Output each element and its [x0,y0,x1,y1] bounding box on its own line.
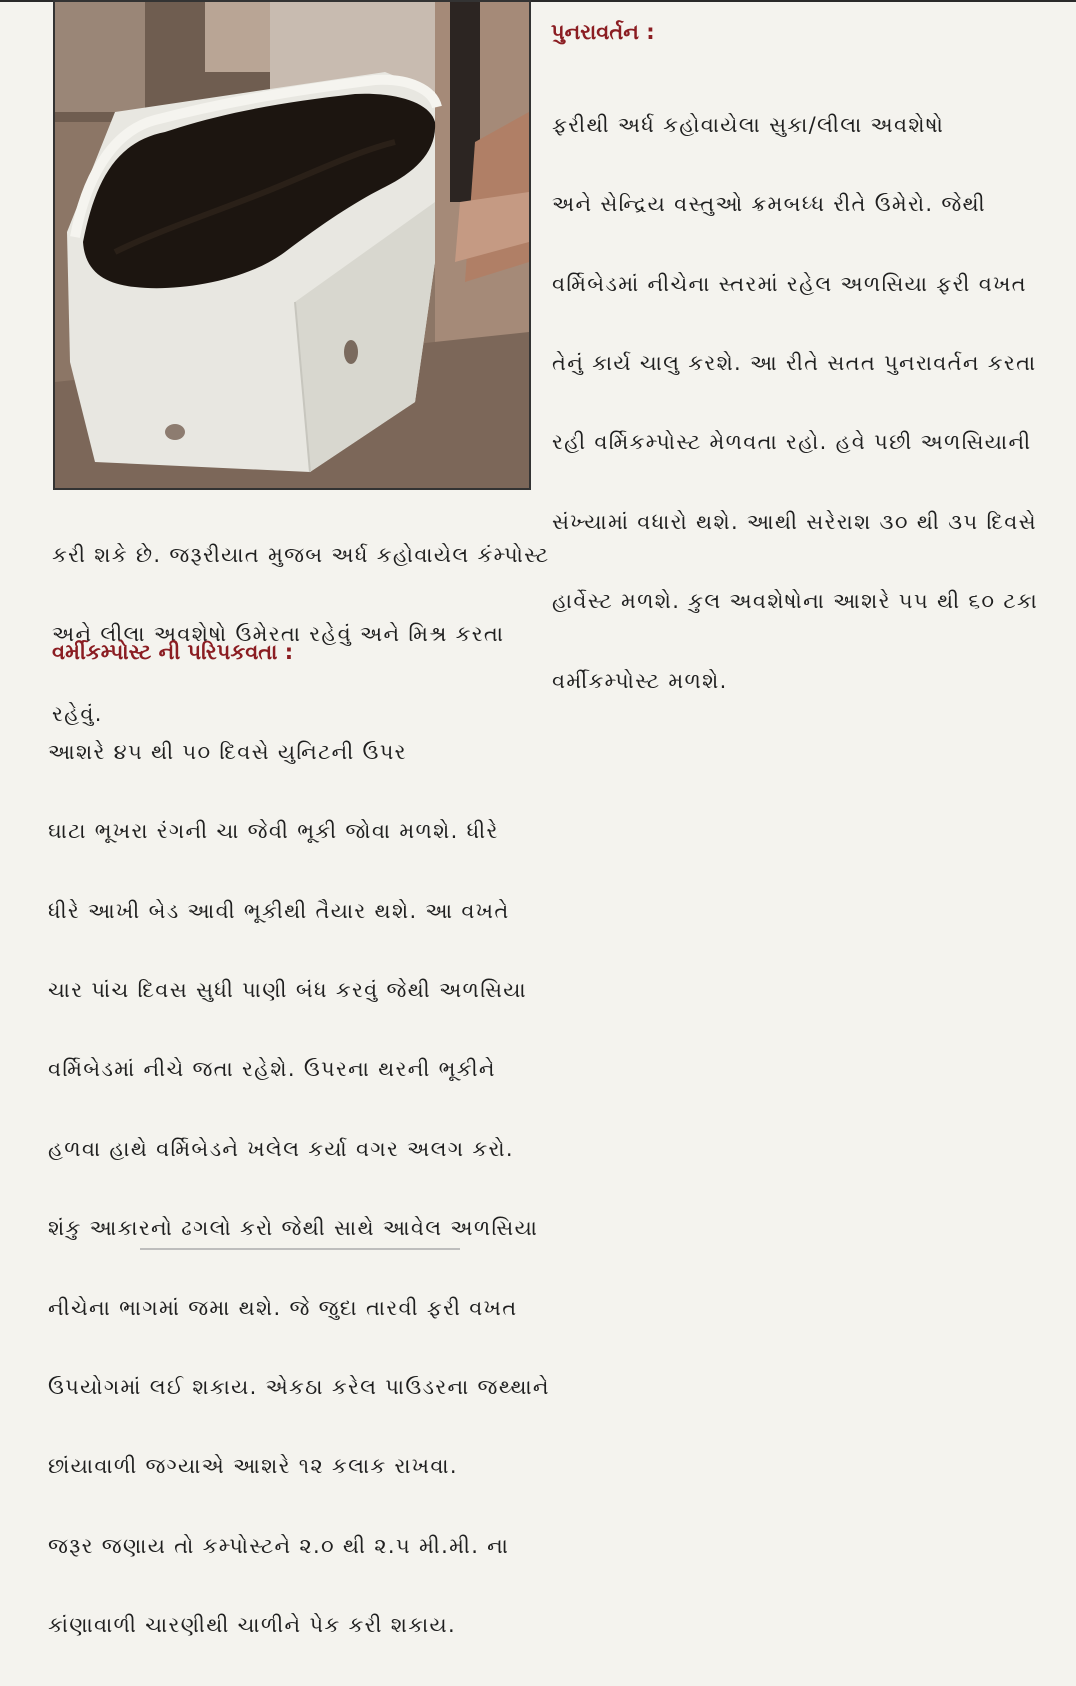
maturity-paragraph [48,693,548,1686]
vermicompost-bed-photo [53,0,531,490]
paragraph-line: ચાર પાંચ દિવસ સુધી પાણી બંધ કરવું જેથી અળસિયા [48,977,527,1002]
paragraph-line: હાર્વેસ્ટ મળશે. કુલ અવશેષોના આશરે ૫૫ થી ૬૦ ટકા [552,589,1039,614]
repetition-paragraph [552,66,1042,741]
paragraph-line: રહી વર્મિકમ્પોસ્ટ મેળવતા રહો. હવે પછી અળસિયાની [552,430,1032,455]
paragraph-line: શંકુ આકારનો ઢગલો કરો જેથી સાથે આવેલ અળસિયા [48,1216,539,1241]
paragraph-line: અને લીલા અવશેષો ઉમેરતા રહેવું અને મિશ્ર કરતા [52,622,505,647]
paragraph-line: ફરીથી અર્ધ કહોવાયેલા સુકા/લીલા અવશેષો [552,112,945,137]
paragraph-line: સંખ્યામાં વધારો થશે. આથી સરેરાશ ૩૦ થી ૩૫ દિવસે [552,509,1037,534]
paragraph-line: હળવા હાથે વર્મિબેડને ખલેલ કર્યા વગર અલગ કરો. [48,1136,514,1161]
paragraph-line: કાંણાવાળી ચારણીથી ચાળીને પેક કરી શકાય. [48,1613,457,1638]
paragraph-line: તેનું કાર્ય ચાલુ કરશે. આ રીતે સતત પુનરાવર્તન કરતા [552,350,1037,375]
paragraph-line: અને સેન્દ્રિય વસ્તુઓ ક્રમબધ્ધ રીતે ઉમેરો. જેથી [552,192,986,217]
paragraph-line: નીચેના ભાગમાં જમા થશે. જે જુદા તારવી ફરી વખત [48,1295,518,1320]
paragraph-line: આશરે ૪૫ થી ૫૦ દિવસે યુનિટની ઉપર [48,739,407,764]
paragraph-line: છાંયાવાળી જગ્યાએ આશરે ૧૨ કલાક રાખવા. [48,1454,458,1479]
paragraph-line: વર્મીકમ્પોસ્ટ મળશે. [552,668,728,693]
paragraph-line: જરૂર જણાય તો કમ્પોસ્ટને ૨.૦ થી ૨.૫ મી.મી. ના [48,1533,510,1558]
paragraph-line: કરી શકે છે. જરૂરીયાત મુજબ અર્ધ કહોવાયેલ કંમ્પોસ્ટ [52,542,550,567]
bottom-divider [140,1248,460,1250]
paragraph-line: ઉપયોગમાં લઈ શકાય. એકઠા કરેલ પાઉડરના જથ્થાને [48,1374,550,1399]
paragraph-line: રહેવું. [52,701,103,726]
paragraph-line: વર્મિબેડમાં નીચે જતા રહેશે. ઉપરના થરની ભૂકીને [48,1057,496,1082]
paragraph-line: ધીરે આખી બેડ આવી ભૂકીથી તૈયાર થશે. આ વખતે [48,898,510,923]
maturity-heading: વર્મીકમ્પોસ્ટ ની પરિપકવતા : [52,640,294,664]
paragraph-line: વર્મિબેડમાં નીચેના સ્તરમાં રહેલ અળસિયા ફરી વખત [552,271,1027,296]
paragraph-line: ઘાટા ભૂખરા રંગની ચા જેવી ભૂકી જોવા મળશે. ધીરે [48,819,499,844]
repetition-heading: પુનરાવર્તન : [551,20,655,44]
